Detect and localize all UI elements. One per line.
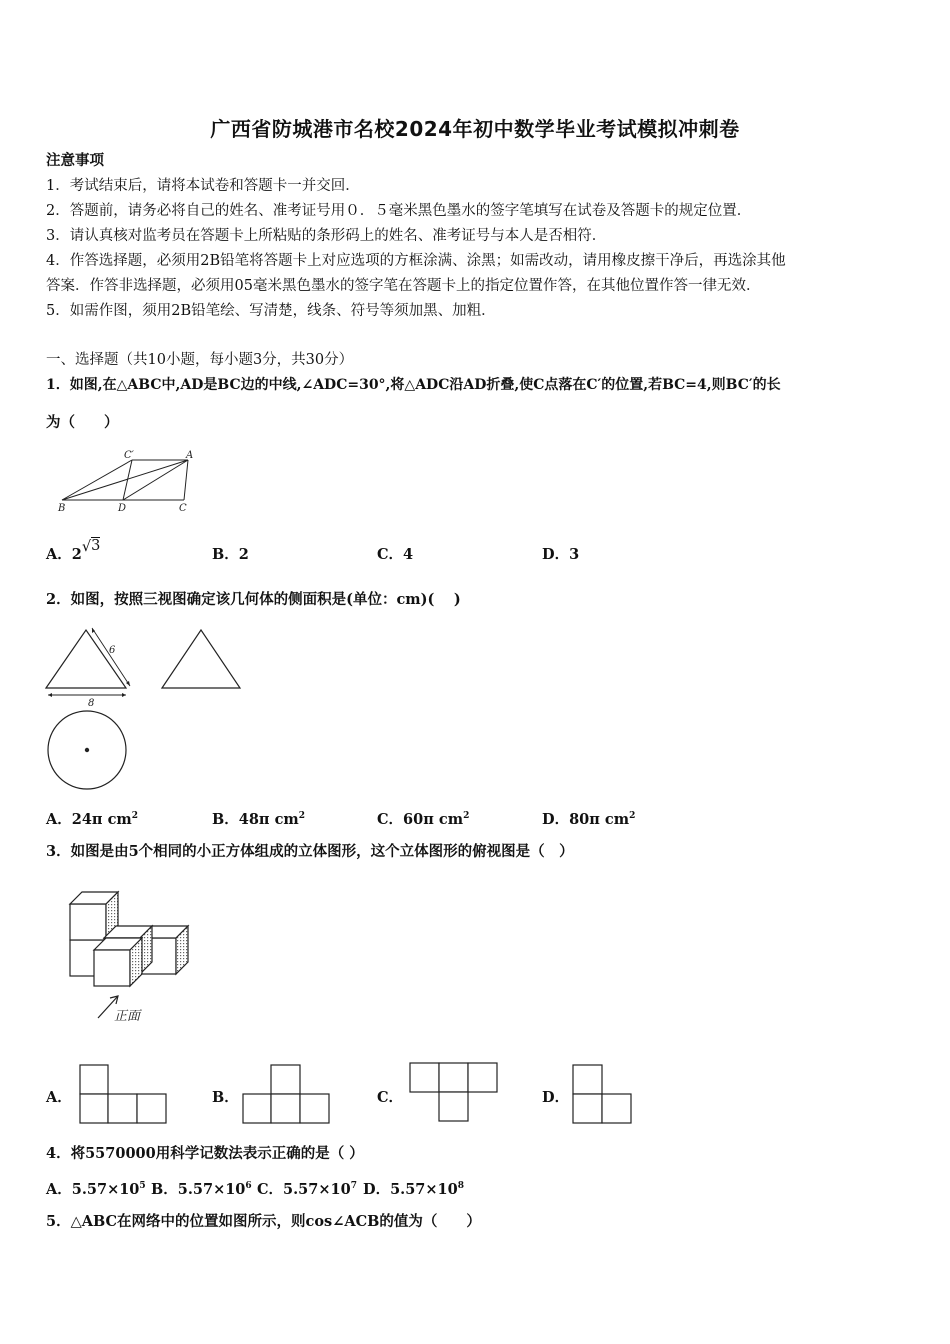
q4-option-c-exp: 7 bbox=[350, 1181, 357, 1191]
notice-item: 1．考试结束后，请将本试卷和答题卡一并交回． bbox=[46, 178, 360, 194]
label-d: D bbox=[118, 503, 127, 514]
q4-option-a-exp: 5 bbox=[139, 1181, 146, 1191]
q3-cube-figure bbox=[60, 880, 200, 1030]
label-b: B bbox=[58, 503, 66, 514]
q3-stem: 3．如图是由5个相同的小正方体组成的立体图形，这个立体图形的俯视图是（ ） bbox=[46, 843, 574, 860]
q2-option-a-sup: 2 bbox=[131, 811, 139, 821]
q4-option-a-text: A．5.57×10 bbox=[46, 1181, 140, 1198]
q2-option-a-text: A．24π cm bbox=[46, 811, 132, 828]
notice-item: 答案．作答非选择题，必须用05毫米黑色墨水的签字笔在答题卡上的指定位置作答，在其他位置作答一律无效． bbox=[46, 278, 761, 294]
q3-option-d-figure[interactable] bbox=[572, 1064, 634, 1124]
q2-option-d-text: D．80π cm bbox=[542, 811, 630, 828]
q4-option-b-text: B．5.57×10 bbox=[151, 1181, 246, 1198]
section-heading: 一、选择题（共10小题，每小题3分，共30分） bbox=[46, 352, 354, 368]
q2-option-b[interactable] bbox=[212, 808, 305, 829]
q4-option-c-text: C．5.57×10 bbox=[257, 1181, 351, 1198]
q2-option-b-text: B．48π cm bbox=[212, 811, 299, 828]
q1-option-a[interactable] bbox=[46, 538, 101, 564]
q1-stem: 1．如图,在△ABC中,AD是BC边的中线,∠ADC=30°,将△ADC沿AD折叠,使C点落在C′的位置,若BC=4,则BC′的长 bbox=[46, 377, 781, 393]
q2-option-d[interactable] bbox=[542, 808, 635, 829]
q3-option-d[interactable]: D． bbox=[542, 1089, 570, 1106]
notice-item: 2．答题前，请务必将自己的姓名、准考证号用０．５毫米黑色墨水的签字笔填写在试卷及答题卡的规定位置． bbox=[46, 203, 752, 219]
q4-option-a[interactable] bbox=[46, 1178, 146, 1199]
notice-item: 4．作答选择题，必须用2B铅笔将答题卡上对应选项的方框涂满、涂黑；如需改动，请用橡皮擦干净后，再选涂其他 bbox=[46, 253, 786, 269]
label-slant-6: 6 bbox=[109, 645, 116, 656]
notice-heading: 注意事项 bbox=[46, 152, 104, 169]
q3-option-c-figure[interactable] bbox=[409, 1062, 501, 1124]
q3-option-a[interactable]: A． bbox=[46, 1089, 72, 1106]
q4-stem: 4．将5570000用科学记数法表示正确的是（ ） bbox=[46, 1145, 364, 1162]
q4-option-d[interactable] bbox=[363, 1178, 464, 1199]
label-base-8: 8 bbox=[88, 698, 95, 709]
notice-item: 3．请认真核对监考员在答题卡上所粘贴的条形码上的姓名、准考证号与本人是否相符． bbox=[46, 228, 607, 244]
q2-option-a[interactable] bbox=[46, 808, 138, 829]
q4-option-c[interactable] bbox=[257, 1178, 357, 1199]
q2-figure bbox=[40, 622, 250, 797]
page-title: 广西省防城港市名校2024年初中数学毕业考试模拟冲刺卷 bbox=[210, 117, 740, 141]
q1-stem-cont: 为（ ） bbox=[46, 414, 119, 431]
q1-option-a-root: 3 bbox=[91, 538, 101, 554]
q1-option-d[interactable]: D．3 bbox=[542, 546, 580, 563]
label-c-prime: C′ bbox=[124, 450, 134, 461]
q1-option-a-prefix: A．2 bbox=[46, 546, 82, 563]
q2-option-c[interactable] bbox=[377, 808, 469, 829]
q1-option-b[interactable]: B．2 bbox=[212, 546, 249, 563]
q5-stem: 5．△ABC在网络中的位置如图所示，则cos∠ACB的值为（ ） bbox=[46, 1213, 481, 1230]
q2-option-c-sup: 2 bbox=[463, 811, 470, 821]
q4-option-b-exp: 6 bbox=[245, 1181, 252, 1191]
q2-option-c-text: C．60π cm bbox=[377, 811, 464, 828]
q3-option-b[interactable]: B． bbox=[212, 1089, 239, 1106]
sqrt-icon: √ bbox=[81, 539, 92, 555]
q4-option-d-exp: 8 bbox=[457, 1181, 464, 1191]
q2-option-b-sup: 2 bbox=[298, 811, 306, 821]
q4-option-b[interactable] bbox=[151, 1178, 252, 1199]
q2-stem: 2．如图，按照三视图确定该几何体的侧面积是(单位：cm)( ) bbox=[46, 591, 461, 608]
q3-option-c[interactable]: C． bbox=[377, 1089, 404, 1106]
q3-option-b-figure[interactable] bbox=[242, 1064, 332, 1124]
front-view-label: 正面 bbox=[114, 1009, 141, 1024]
q1-figure bbox=[56, 450, 206, 515]
q4-option-d-text: D．5.57×10 bbox=[363, 1181, 458, 1198]
label-a: A bbox=[186, 450, 194, 461]
q3-option-a-figure[interactable] bbox=[79, 1064, 169, 1124]
q1-option-c[interactable]: C．4 bbox=[377, 546, 414, 563]
label-c: C bbox=[179, 503, 187, 514]
q2-option-d-sup: 2 bbox=[629, 811, 636, 821]
notice-item: 5．如需作图，须用2B铅笔绘、写清楚，线条、符号等须加黑、加粗． bbox=[46, 303, 496, 319]
